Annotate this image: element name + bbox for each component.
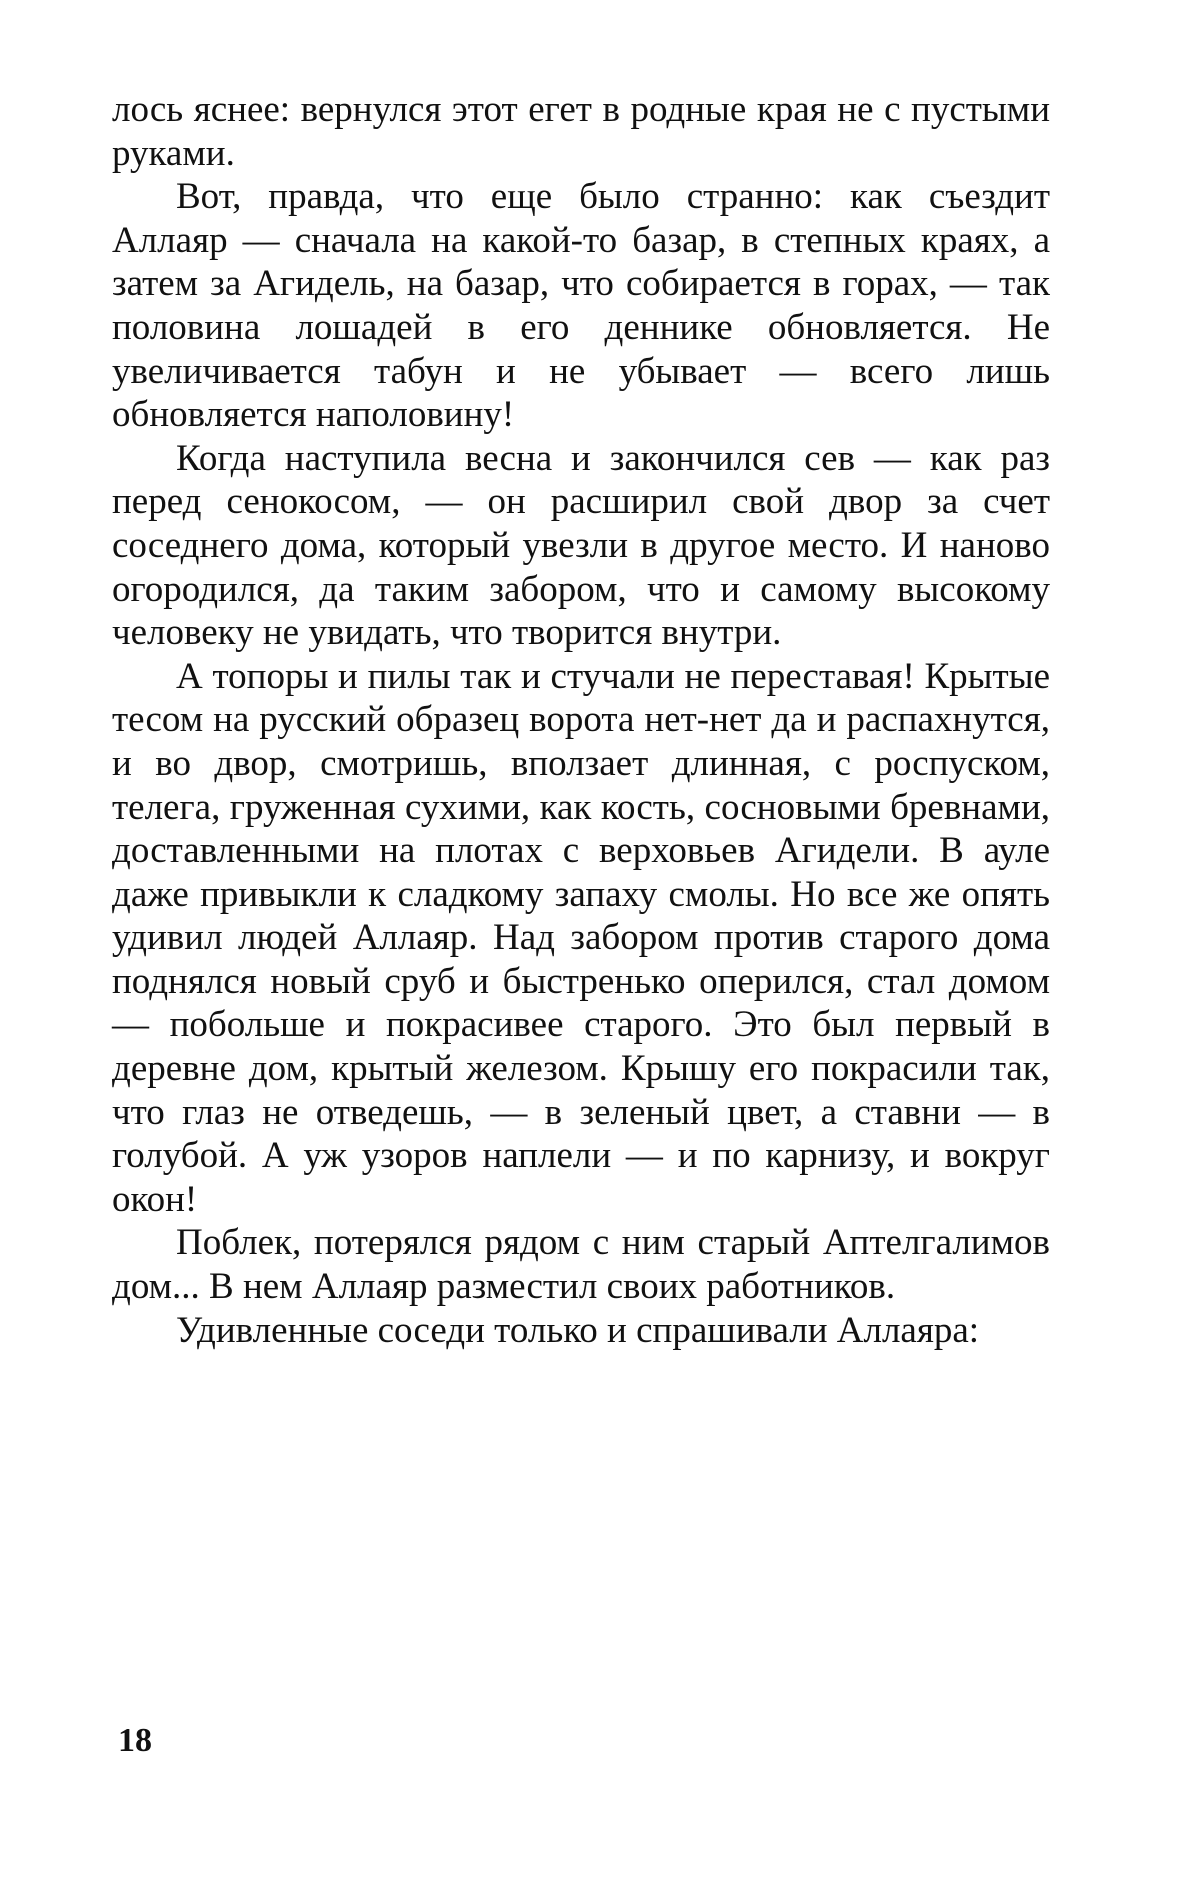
paragraph: А топоры и пилы так и стучали не переставая! Крытые тесом на русский образец ворота нет-нет да и распахнутся, и во двор, смотришь, вползает длинная, с роспуском, телега, груженная сухими, как кость, сосновыми бревнами, доставленными на плотах с верховьев Агидели. В ауле даже привыкли к сладкому запаху смолы. Но все же опять удивил людей Аллаяр. Над забором против старого дома поднялся новый сруб и быстренько оперился, стал домом — побольше и покрасивее старого. Это был первый в деревне дом, крытый железом. Крышу его покрасили так, что глаз не отведешь, — в зеленый цвет, а ставни — в голубой. А уж узоров наплели — и по карнизу, и вокруг окон! — [112, 655, 1050, 1220]
paragraph: Поблек, потерялся рядом с ним старый Аптелгалимов дом... В нем Аллаяр разместил своих работников. — [112, 1222, 1050, 1308]
body-text — [112, 88, 1050, 1352]
paragraph-continuation: лось яснее: вернулся этот егет в родные края не с пустыми руками. — [112, 89, 1050, 174]
page-number: 18 — [118, 1722, 152, 1759]
paragraph: Удивленные соседи только и спрашивали Аллаяра: — [176, 1309, 980, 1351]
paragraph: Вот, правда, что еще было странно: как съездит Аллаяр — сначала на какой-то базар, в степных краях, а затем за Агидель, на базар, что собирается в горах, — так половина лошадей в его деннике обновляется. Не увеличивается табун и не убывает — всего лишь обновляется наполовину! — [112, 176, 1050, 436]
paragraph: Когда наступила весна и закончился сев — как раз перед сенокосом, — он расширил свой двор за счет соседнего дома, который увезли в другое место. И наново огородился, да таким забором, что и самому высокому человеку не увидать, что творится внутри. — [112, 437, 1050, 654]
